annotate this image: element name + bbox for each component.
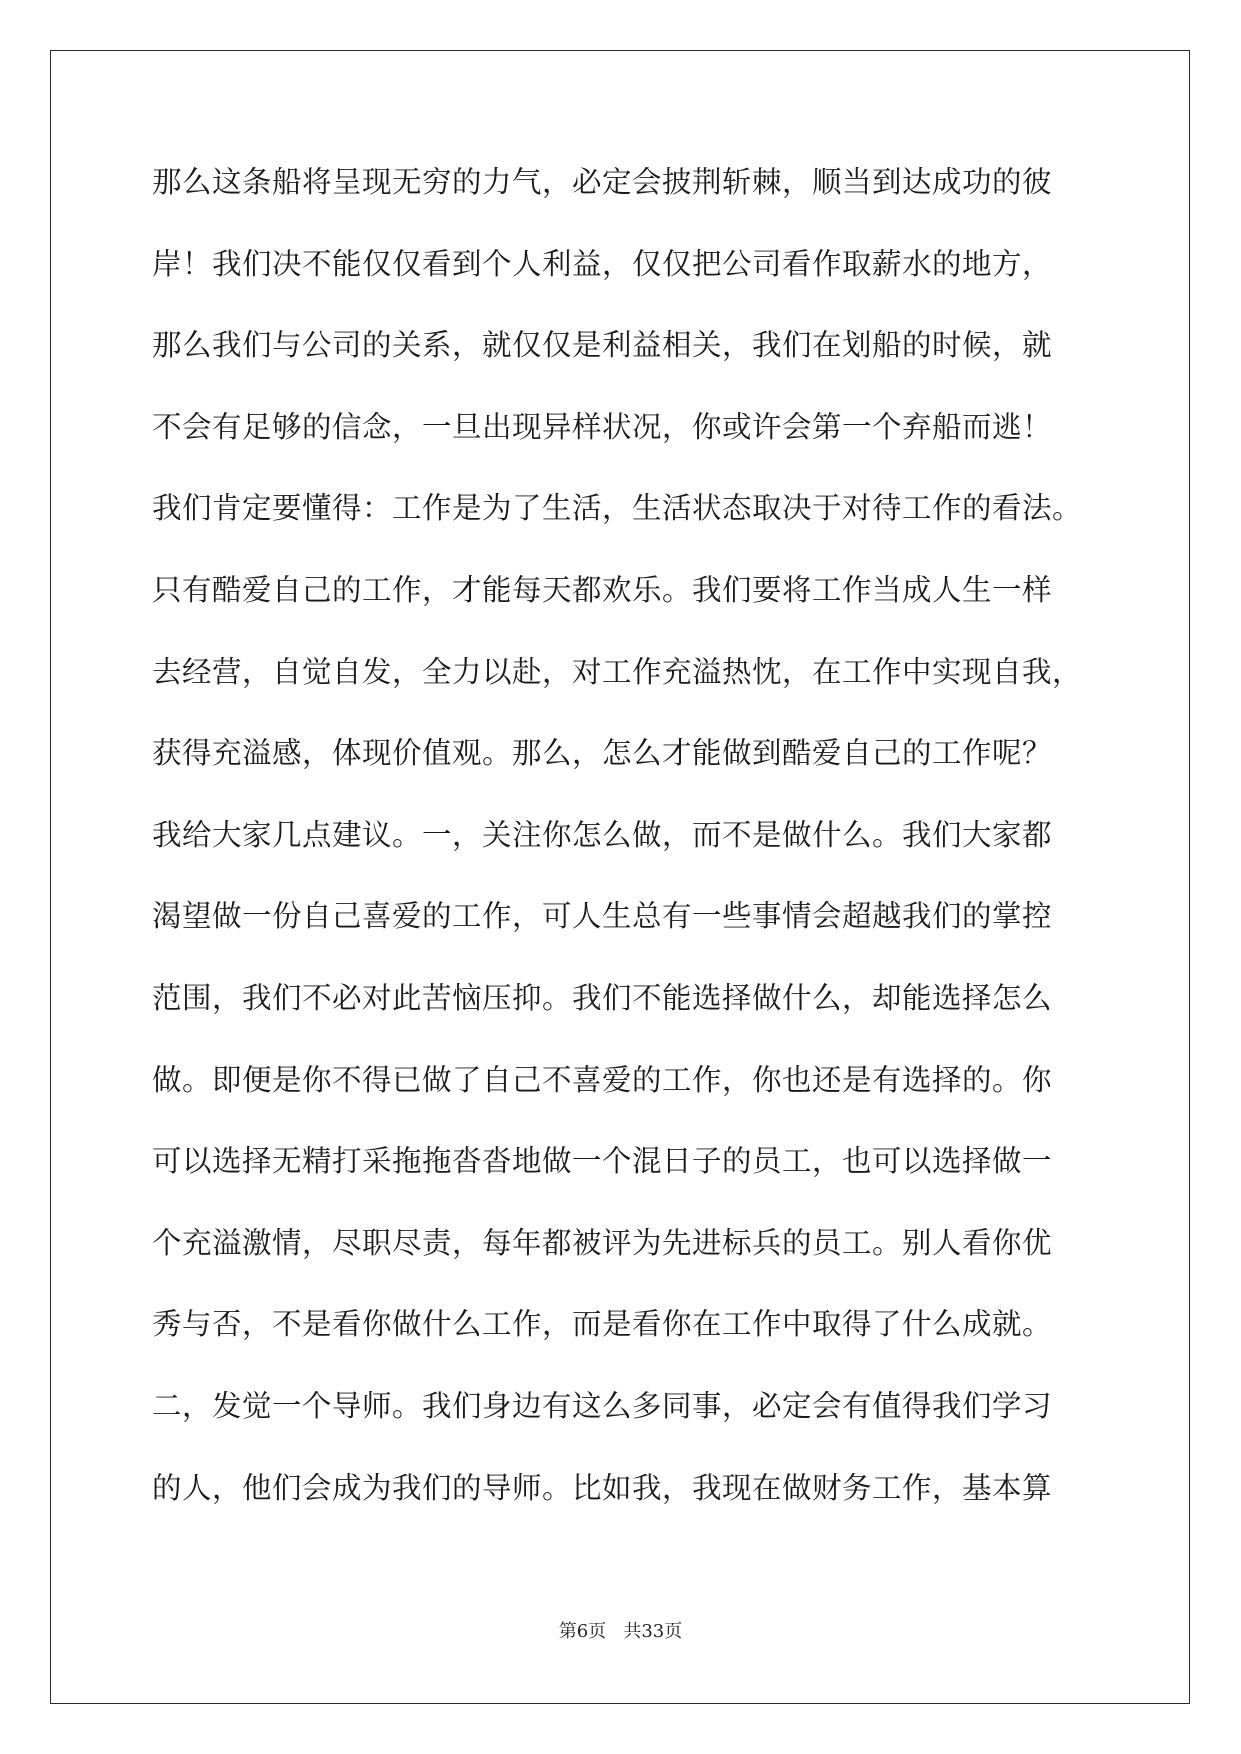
text-line: 秀与否，不是看你做什么工作，而是看你在工作中取得了什么成就。 xyxy=(152,1307,1053,1342)
text-line: 那么我们与公司的关系，就仅仅是利益相关，我们在划船的时候，就 xyxy=(152,328,1053,363)
text-line: 的人，他们会成为我们的导师。比如我，我现在做财务工作，基本算 xyxy=(152,1470,1053,1505)
text-line: 二，发觉一个导师。我们身边有这么多同事，必定会有值得我们学习 xyxy=(152,1388,1053,1423)
text-line: 只有酷爱自己的工作，才能每天都欢乐。我们要将工作当成人生一样 xyxy=(152,572,1053,607)
text-line: 渴望做一份自己喜爱的工作，可人生总有一些事情会超越我们的掌控 xyxy=(152,899,1053,934)
text-line: 范围，我们不必对此苦恼压抑。我们不能选择做什么，却能选择怎么 xyxy=(152,980,1053,1015)
text-line: 我给大家几点建议。一，关注你怎么做，而不是做什么。我们大家都 xyxy=(152,817,1053,852)
text-line: 岸！我们决不能仅仅看到个人利益，仅仅把公司看作取薪水的地方， xyxy=(152,246,1053,281)
text-line: 我们肯定要懂得：工作是为了生活，生活状态取决于对待工作的看法。 xyxy=(152,491,1083,526)
text-line: 去经营，自觉自发，全力以赴，对工作充溢热忱，在工作中实现自我， xyxy=(152,654,1083,689)
text-line: 做。即便是你不得已做了自己不喜爱的工作，你也还是有选择的。你 xyxy=(152,1062,1053,1097)
text-line: 可以选择无精打采拖拖沓沓地做一个混日子的员工，也可以选择做一 xyxy=(152,1144,1053,1179)
text-line: 那么这条船将呈现无穷的力气，必定会披荆斩棘，顺当到达成功的彼 xyxy=(152,165,1053,199)
text-line: 个充溢激情，尽职尽责，每年都被评为先进标兵的员工。别人看你优 xyxy=(152,1225,1053,1260)
page-number-footer: 第6页 共33页 xyxy=(558,1621,683,1642)
body-text xyxy=(152,162,1098,1549)
text-line: 不会有足够的信念，一旦出现异样状况，你或许会第一个弃船而逃！ xyxy=(152,409,1053,444)
text-line: 获得充溢感，体现价值观。那么，怎么才能做到酷爱自己的工作呢？ xyxy=(152,736,1053,771)
